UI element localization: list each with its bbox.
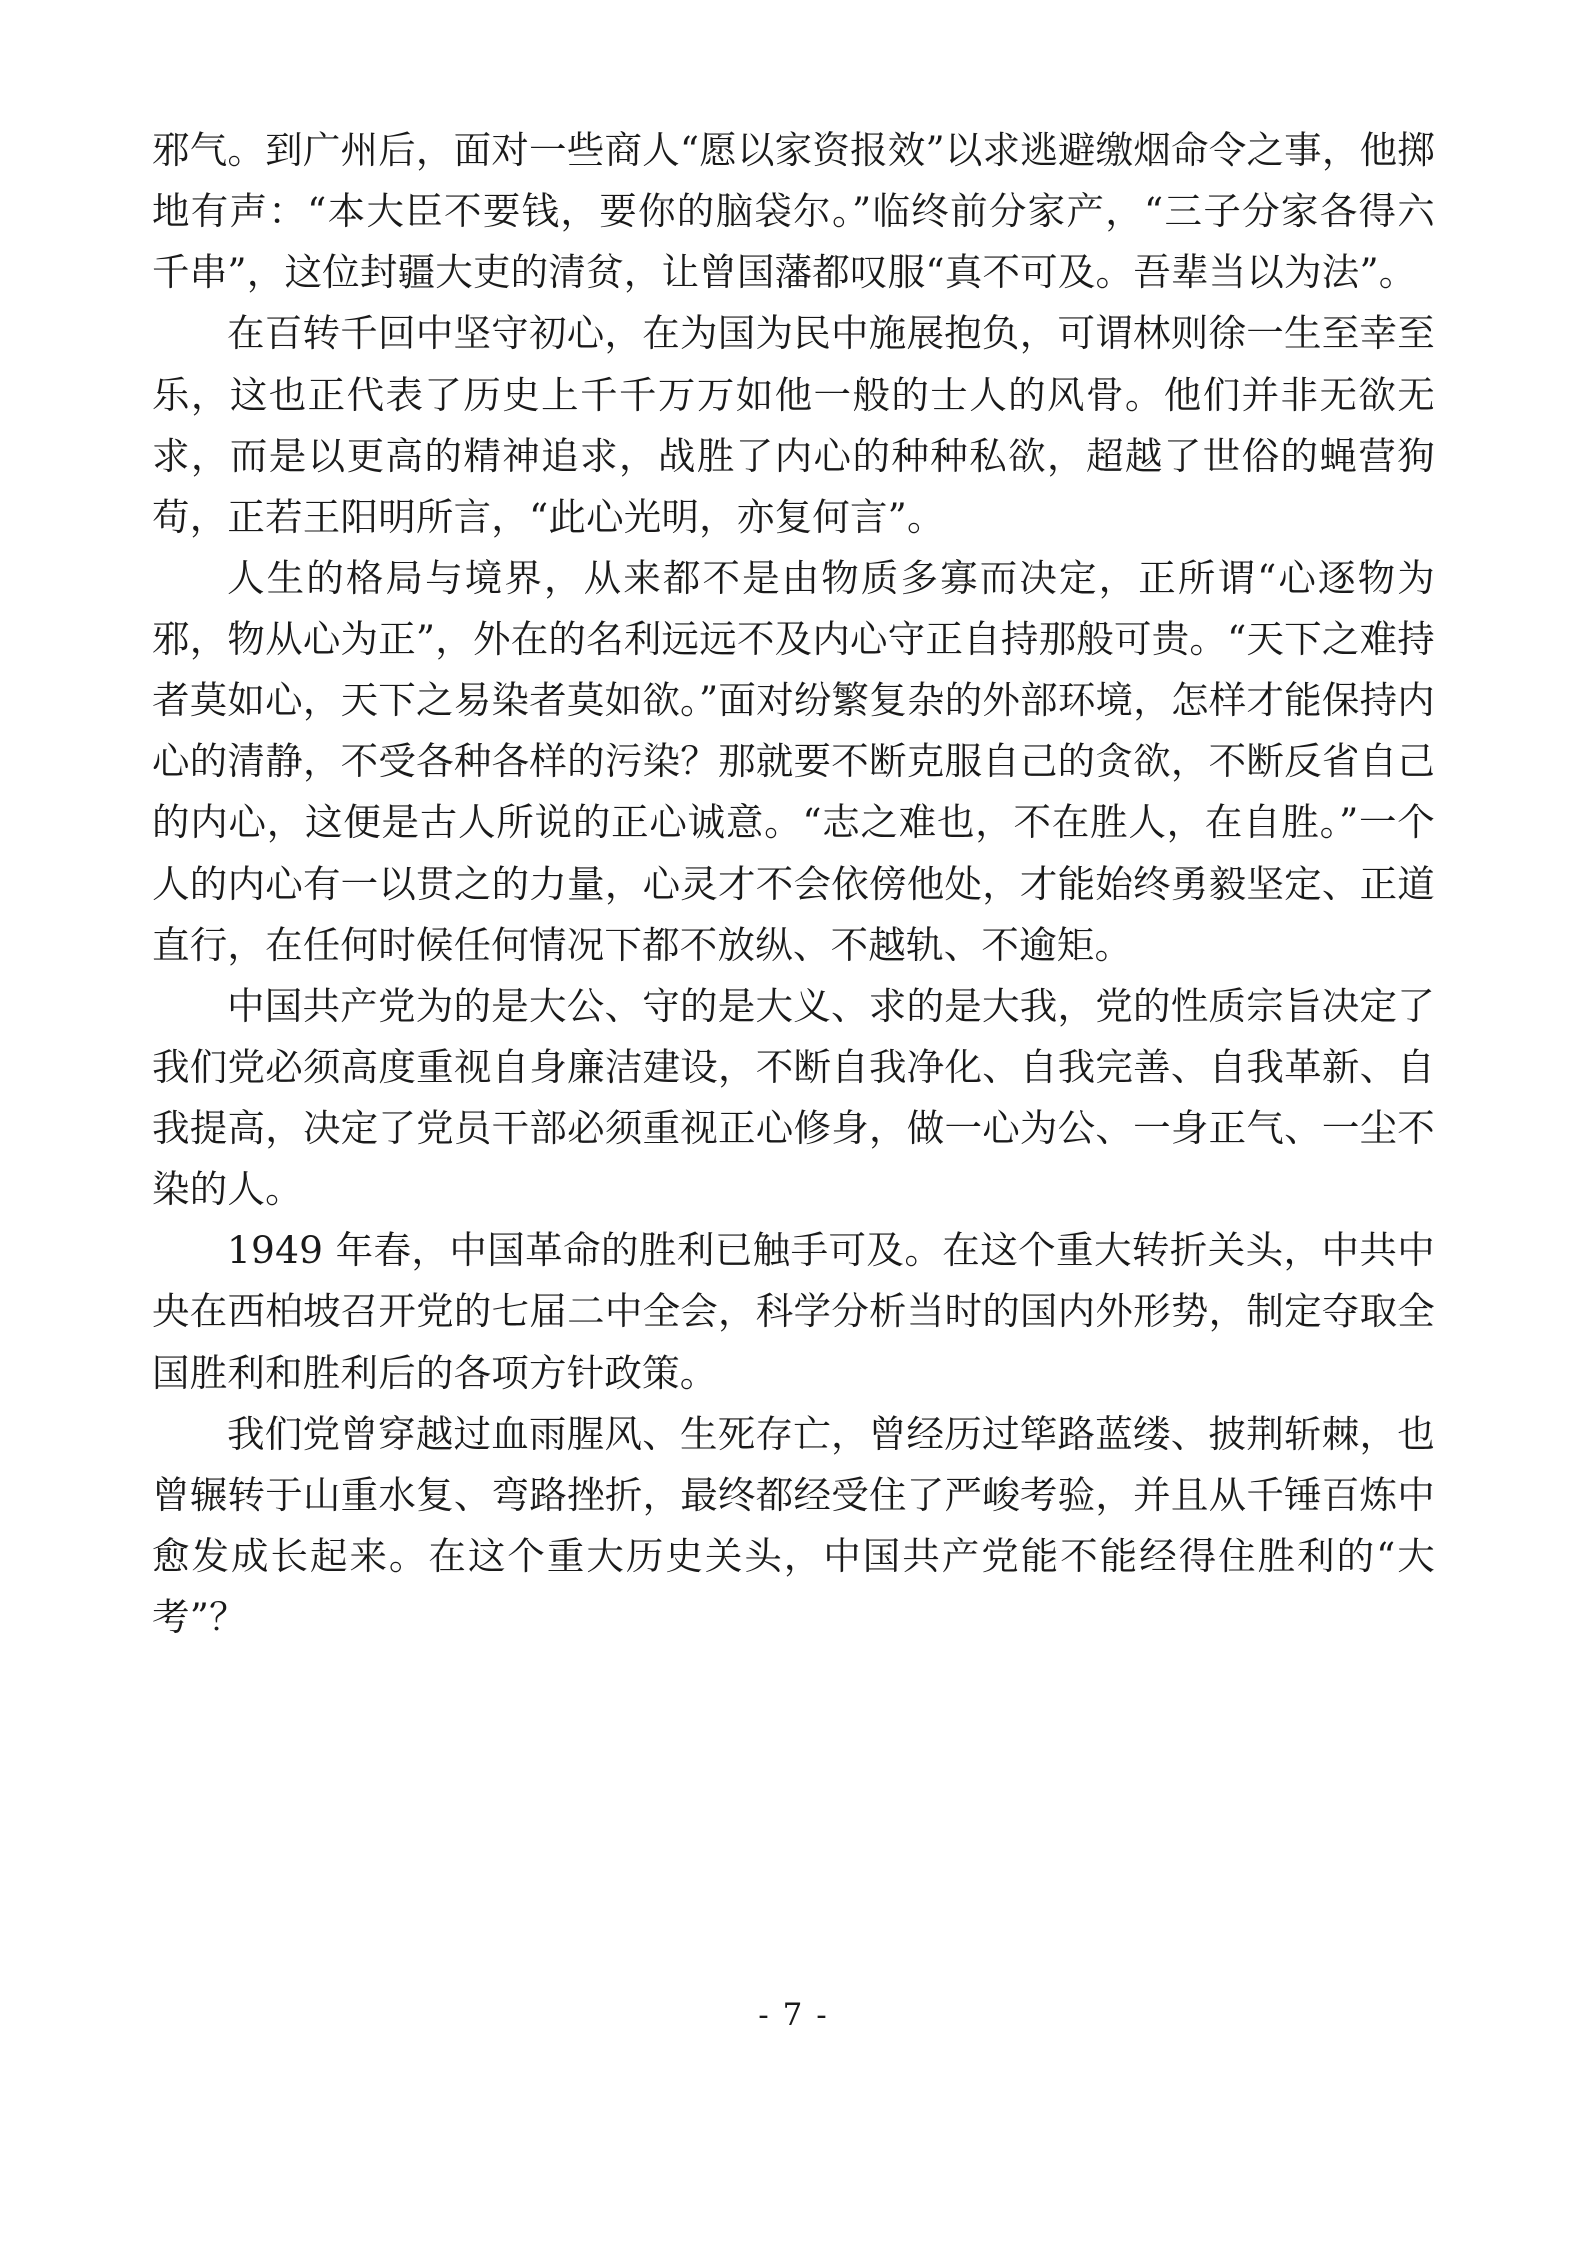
page-body (152, 120, 1435, 1648)
paragraph: 邪气。到广州后，面对一些商人“愿以家资报效”以求逃避缴烟命令之事，他掷地有声：“本大臣不要钱，要你的脑袋尔。”临终前分家产，“三子分家各得六千串”，这位封疆大吏的清贫，让曾国藩都叹服“真不可及。吾辈当以为法”。 (152, 128, 1435, 295)
paragraph: 1949 年春，中国革命的胜利已触手可及。在这个重大转折关头，中共中央在西柏坡召开党的七届二中全会，科学分析当时的国内外形势，制定夺取全国胜利和胜利后的各项方针政策。 (152, 1228, 1435, 1395)
paragraph: 人生的格局与境界，从来都不是由物质多寡而决定，正所谓“心逐物为邪，物从心为正”，外在的名利远远不及内心守正自持那般可贵。“天下之难持者莫如心，天下之易染者莫如欲。”面对纷繁复杂的外部环境，怎样才能保持内心的清静，不受各种各样的污染？那就要不断克服自己的贪欲，不断反省自己的内心，这便是古人所说的正心诚意。“志之难也，不在胜人，在自胜。”一个人的内心有一以贯之的力量，心灵才不会依傍他处，才能始终勇毅坚定、正道直行，在任何时候任何情况下都不放纵、不越轨、不逾矩。 (152, 555, 1435, 967)
paragraph: 中国共产党为的是大公、守的是大义、求的是大我，党的性质宗旨决定了我们党必须高度重视自身廉洁建设，不断自我净化、自我完善、自我革新、自我提高，决定了党员干部必须重视正心修身，做一心为公、一身正气、一尘不染的人。 (152, 983, 1435, 1212)
page-number: - 7 - (758, 1997, 829, 2033)
paragraph: 在百转千回中坚守初心，在为国为民中施展抱负，可谓林则徐一生至幸至乐，这也正代表了历史上千千万万如他一般的士人的风骨。他们并非无欲无求，而是以更高的精神追求，战胜了内心的种种私欲，超越了世俗的蝇营狗苟，正若王阳明所言，“此心光明，亦复何言”。 (152, 311, 1435, 539)
paragraph: 我们党曾穿越过血雨腥风、生死存亡，曾经历过筚路蓝缕、披荆斩棘，也曾辗转于山重水复、弯路挫折，最终都经受住了严峻考验，并且从千锤百炼中愈发成长起来。在这个重大历史关头，中国共产党能不能经得住胜利的“大考”？ (152, 1411, 1435, 1639)
